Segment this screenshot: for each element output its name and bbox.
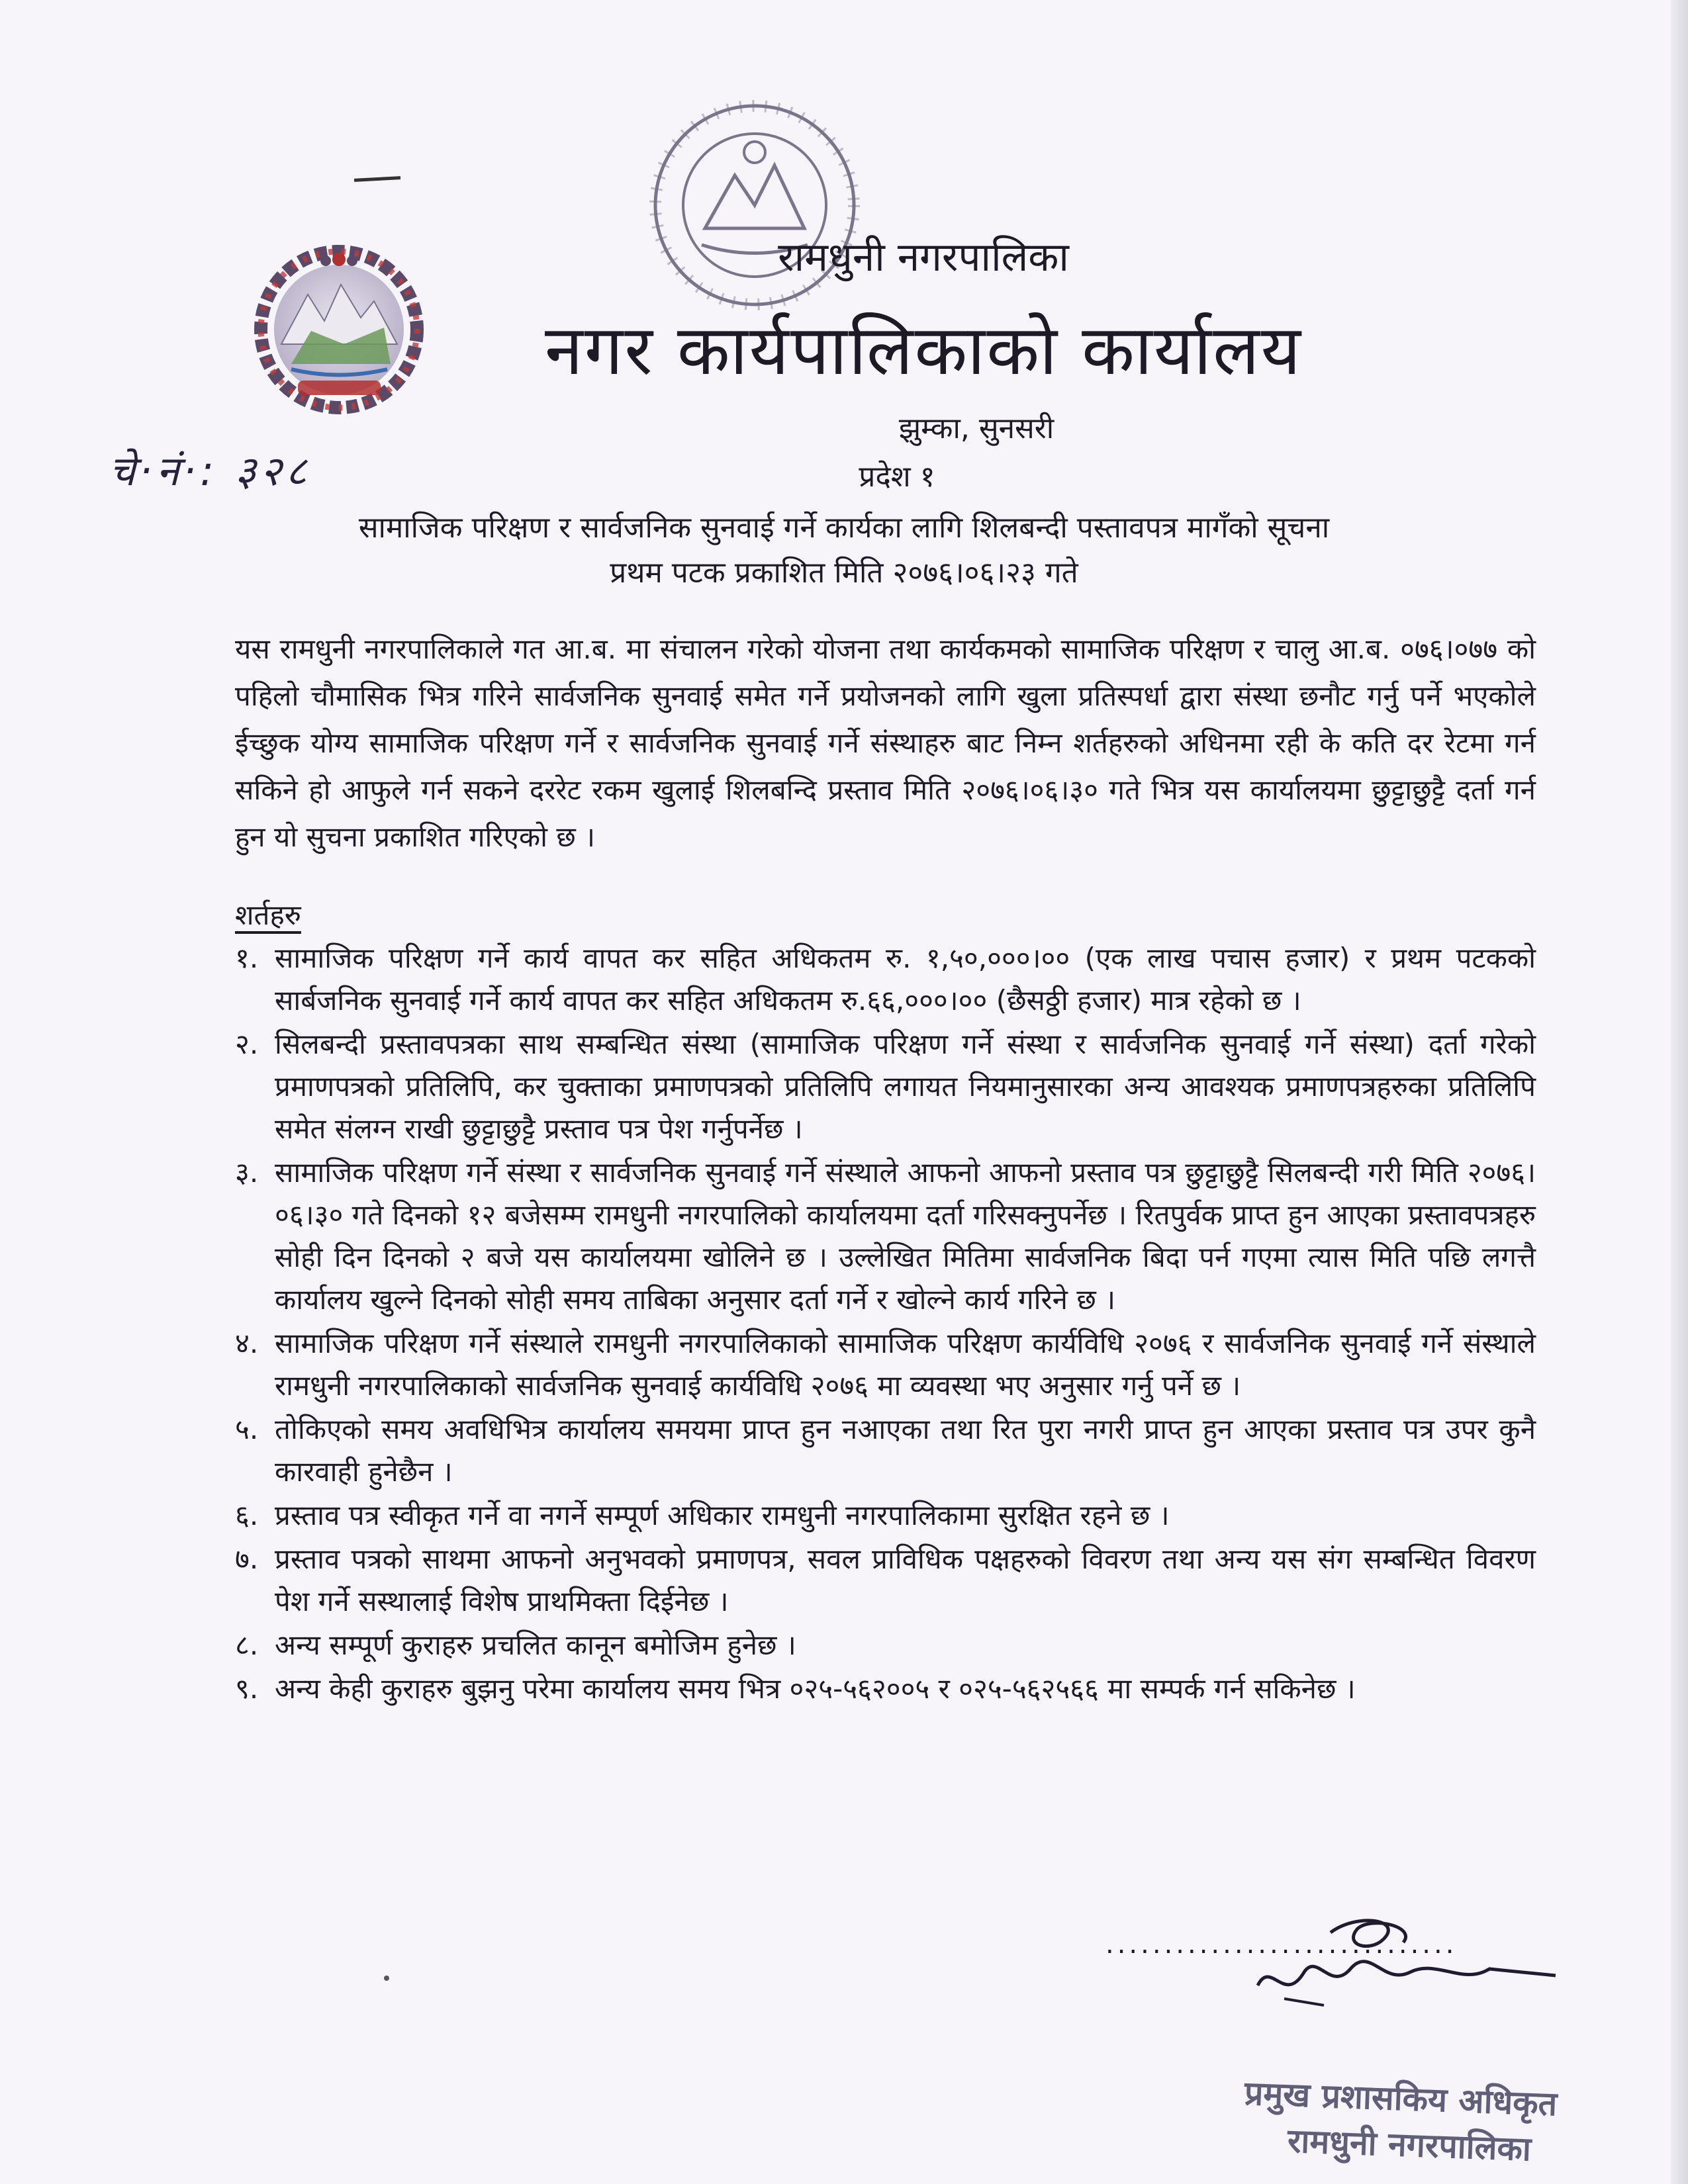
- reference-number: चे·नं·: ३२८: [109, 447, 311, 495]
- signatory-title: प्रमुख प्रशासकिय अधिकृत: [1244, 2073, 1558, 2124]
- condition-text: अन्य केही कुराहरु बुझनु परेमा कार्यालय समय भित्र ०२५-५६२००५ र ०२५-५६२५६६ मा सम्पर्क गर्न सकिनेछ ।: [275, 1672, 1356, 1705]
- condition-item: [235, 1152, 1536, 1321]
- condition-item: [235, 1538, 1536, 1623]
- condition-item: [235, 937, 1536, 1022]
- province-label: प्रदेश १: [859, 460, 935, 494]
- publish-date: प्रथम पटक प्रकाशित मिति २०७६।०६।२३ गते: [610, 556, 1078, 590]
- office-title: नगर कार्यपालिकाको कार्यालय: [544, 310, 1303, 390]
- notice-intro-paragraph: यस रामधुनी नगरपालिकाले गत आ.ब. मा संचालन गरेको योजना तथा कार्यकमको सामाजिक परिक्षण र चालु आ.ब. ०७६।०७७ को पहिलो चौमासिक भित्र गरिने सार्वजनिक सुनवाई समेत गर्ने प्रयोजनको लागि खुला प्रतिस्पर्धा द्वारा संस्था छनौट गर्नु पर्ने भएकोले ईच्छुक योग्य सामाजिक परिक्षण गर्ने र सार्वजनिक सुनवाई गर्ने संस्थाहरु बाट निम्न शर्तहरुको अधिनमा रही के कति दर रेटमा गर्न सकिने हो आफुले गर्न सकने दररेट रकम खुलाई शिलबन्दि प्रस्ताव मिति २०७६।०६।३० गते भित्र यस कार्यालयमा छुट्टाछुट्टै दर्ता गर्न हुन यो सुचना प्रकाशित गरिएको छ ।: [235, 633, 1536, 853]
- condition-text: प्रस्ताव पत्रको साथमा आफनो अनुभवको प्रमाणपत्र, सवल प्राविधिक पक्षहरुको विवरण तथा अन्य यस संग सम्बन्धित विवरण पेश गर्ने सस्थालाई विशेष प्राथमिक्ता दिईनेछ ।: [275, 1543, 1536, 1617]
- condition-text: तोकिएको समय अवधिभित्र कार्यालय समयमा प्राप्त हुन नआएका तथा रित पुरा नगरी प्राप्त हुन आएका प्रस्ताव पत्र उपर कुनै कारवाही हुनेछैन ।: [275, 1413, 1536, 1488]
- condition-item: [235, 1668, 1536, 1710]
- condition-number: ८.: [235, 1629, 259, 1661]
- condition-item: [235, 1624, 1536, 1666]
- condition-number: २.: [235, 1028, 259, 1060]
- condition-number: ६.: [235, 1499, 259, 1531]
- condition-number: ३.: [235, 1156, 259, 1189]
- condition-number: ९.: [235, 1672, 259, 1705]
- signatory-office: रामधुनी नगरपालिका: [1287, 2121, 1532, 2169]
- conditions-heading: शर्तहरु: [235, 899, 301, 931]
- conditions-list: [235, 937, 1536, 1711]
- condition-number: ४.: [235, 1327, 259, 1359]
- condition-text: सामाजिक परिक्षण गर्ने संस्थाले रामधुनी नगरपालिकाको सामाजिक परिक्षण कार्यविधि २०७६ र सार्वजनिक सुनवाई गर्ने संस्थाले रामधुनी नगरपालिकाको सार्वजनिक सुनवाई कार्यविधि २०७६ मा व्यवस्था भए अनुसार गर्नु पर्ने छ ।: [275, 1327, 1536, 1402]
- condition-text: सामाजिक परिक्षण गर्ने कार्य वापत कर सहित अधिकतम रु. १,५०,०००।०० (एक लाख पचास हजार) र प्रथम पटकको सार्बजनिक सुनवाई गर्ने कार्य वापत कर सहित अधिकतम रु.६६,०००।०० (छैसठ्ठी हजार) मात्र रहेको छ ।: [275, 942, 1536, 1017]
- condition-number: ७.: [235, 1543, 259, 1575]
- municipality-name: रामधुनी नगरपालिका: [778, 234, 1069, 281]
- office-address: झुम्का, सुनसरी: [898, 412, 1055, 445]
- condition-number: १.: [235, 942, 259, 974]
- condition-item: [235, 1322, 1536, 1407]
- scan-speck: [384, 1976, 389, 1981]
- condition-item: [235, 1494, 1536, 1537]
- scan-speck: [354, 176, 400, 182]
- condition-text: अन्य सम्पूर्ण कुराहरु प्रचलित कानून बमोजिम हुनेछ ।: [275, 1629, 796, 1661]
- signature-dotted-line: ..............................: [1105, 1929, 1458, 1960]
- condition-item: [235, 1408, 1536, 1493]
- condition-text: सामाजिक परिक्षण गर्ने संस्था र सार्वजनिक सुनवाई गर्ने संस्थाले आफनो आफनो प्रस्ताव पत्र छुट्टाछुट्टै सिलबन्दी गरी मिति २०७६।०६।३० गते दिनको १२ बजेसम्म रामधुनी नगरपालिको कार्यालयमा दर्ता गरिसक्नुपर्नेछ । रितपुर्वक प्राप्त हुन आएका प्रस्तावपत्रहरु सोही दिन दिनको २ बजे यस कार्यालयमा खोलिने छ । उल्लेखित मितिमा सार्वजनिक बिदा पर्न गएमा त्यास मिति पछि लगत्तै कार्यालय खुल्ने दिनको सोही समय ताबिका अनुसार दर्ता गर्ने र खोल्ने कार्य गरिने छ ।: [275, 1156, 1536, 1316]
- condition-item: [235, 1023, 1536, 1150]
- condition-text: सिलबन्दी प्रस्तावपत्रका साथ सम्बन्धित संस्था (सामाजिक परिक्षण गर्ने संस्था र सार्वजनिक सुनवाई गर्ने संस्था) दर्ता गरेको प्रमाणपत्रको प्रतिलिपि, कर चुक्ताका प्रमाणपत्रको प्रतिलिपि लगायत नियमानुसारका अन्य आवश्यक प्रमाणपत्रहरुका प्रतिलिपि समेत संलग्न राखी छुट्टाछुट्टै प्रस्ताव पत्र पेश गर्नुपर्नेछ ।: [275, 1028, 1536, 1145]
- handwritten-signature-icon: [1244, 1906, 1562, 2012]
- notice-title: सामाजिक परिक्षण र सार्वजनिक सुनवाई गर्ने कार्यका लागि शिलबन्दी पस्तावपत्र मागँको सूचना: [358, 511, 1330, 545]
- condition-text: प्रस्ताव पत्र स्वीकृत गर्ने वा नगर्ने सम्पूर्ण अधिकार रामधुनी नगरपालिकामा सुरक्षित रहने छ ।: [275, 1499, 1170, 1531]
- condition-number: ५.: [235, 1413, 259, 1445]
